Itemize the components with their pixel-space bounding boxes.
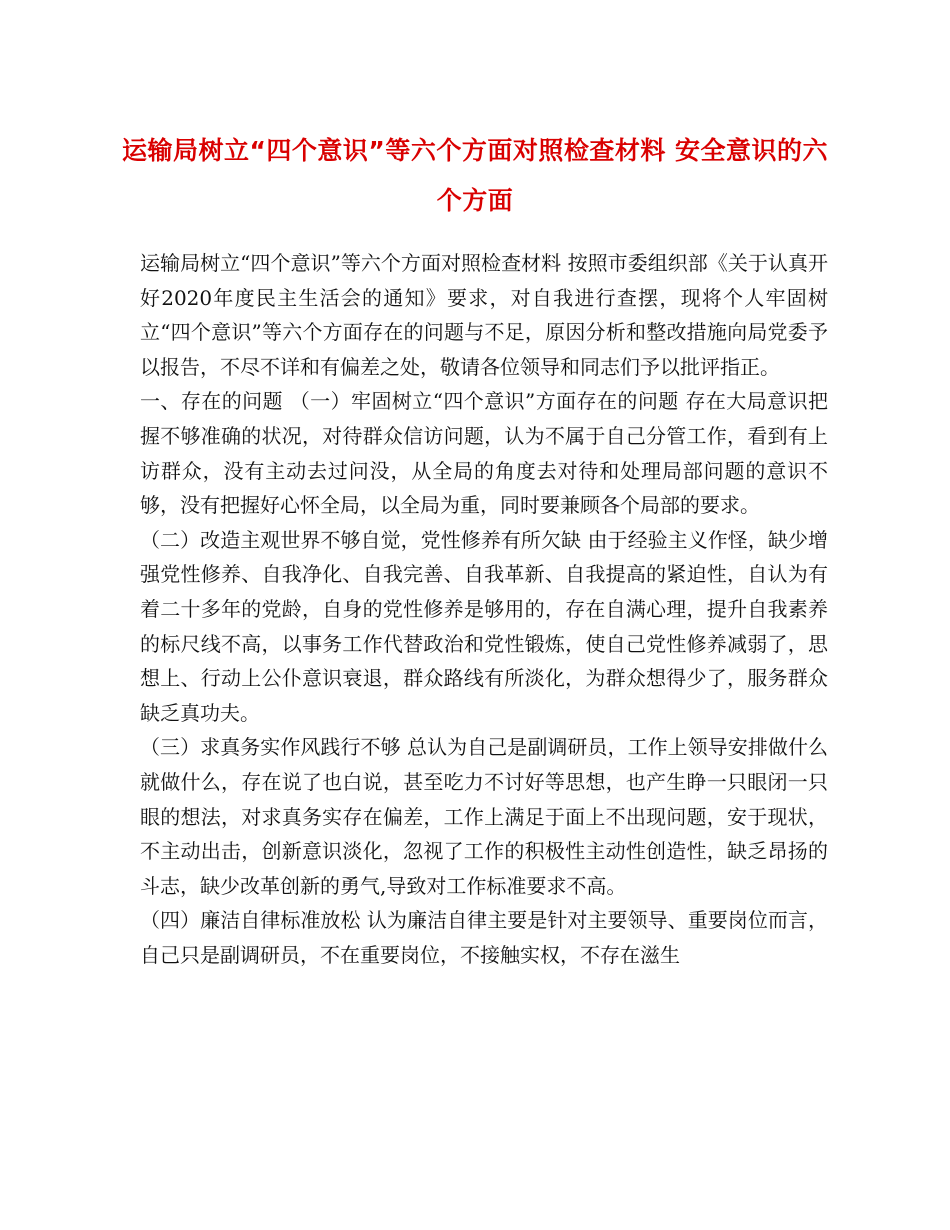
section-one-paragraph: 一、存在的问题 （一）牢固树立“四个意识”方面存在的问题 存在大局意识把握不够准确的状况，对待群众信访问题，认为不属于自己分管工作，看到有上访群众，没有主动去过问没，从全局的角度去对待和处理局部问题的意识不够，没有把握好心怀全局，以全局为重，同时要兼顾各个局部的要求。	[140, 389, 828, 518]
section-two-paragraph: （二）改造主观世界不够自觉，党性修养有所欠缺 由于经验主义作怪，缺少增强党性修养、自我净化、自我完善、自我革新、自我提高的紧迫性，自认为有着二十多年的党龄，自身的党性修养是够用的，存在自满心理，提升自我素养的标尺线不高，以事务工作代替政治和党性锻炼，使自己党性修养减弱了，思想上、行动上公仆意识衰退，群众路线有所淡化，为群众想得少了，服务群众缺乏真功夫。	[140, 527, 828, 725]
intro-paragraph: 运输局树立“四个意识”等六个方面对照检查材料 按照市委组织部《关于认真开好2020年度民主生活会的通知》要求，对自我进行查摆，现将个人牢固树立“四个意识”等六个方面存在的问题与不足，原因分析和整改措施向局党委予以报告，不尽不详和有偏差之处，敬请各位领导和同志们予以批评指正。	[140, 251, 828, 379]
document-title: 运输局树立“四个意识”等六个方面对照检查材料 安全意识的六个方面	[121, 136, 829, 215]
section-three-paragraph: （三）求真务实作风践行不够 总认为自己是副调研员，工作上领导安排做什么就做什么，存在说了也白说，甚至吃力不讨好等思想，也产生睁一只眼闭一只眼的想法，对求真务实存在偏差，工作上满足于面上不出现问题，安于现状，不主动出击，创新意识淡化，忽视了工作的积极性主动性创造性，缺乏昂扬的斗志，缺少改革创新的勇气,导致对工作标准要求不高。	[140, 735, 828, 898]
section-four-paragraph: （四）廉洁自律标准放松 认为廉洁自律主要是针对主要领导、重要岗位而言，自己只是副调研员，不在重要岗位，不接触实权，不存在滋生	[140, 908, 828, 967]
document-body	[140, 246, 828, 972]
